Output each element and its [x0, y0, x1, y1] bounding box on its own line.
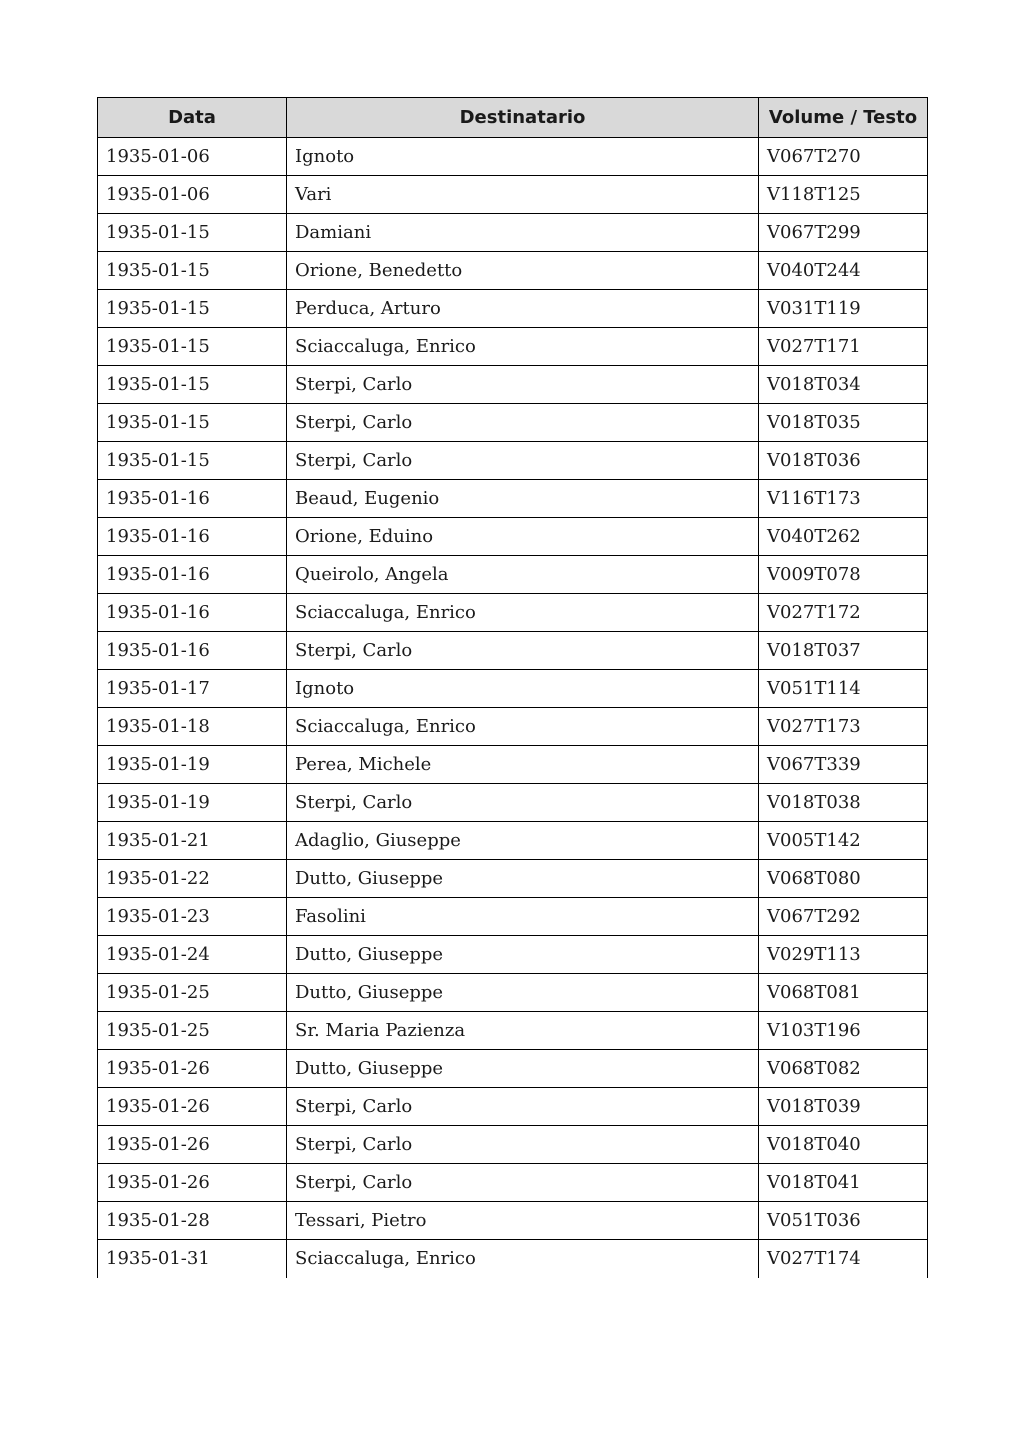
- cell-date: 1935-01-06: [98, 138, 287, 176]
- cell-date: 1935-01-19: [98, 746, 287, 784]
- cell-recipient: Fasolini: [287, 898, 759, 936]
- cell-volume-text: V118T125: [759, 176, 928, 214]
- cell-recipient: Dutto, Giuseppe: [287, 974, 759, 1012]
- table-row: [98, 1050, 928, 1088]
- table-row: [98, 974, 928, 1012]
- cell-volume-text: V027T172: [759, 594, 928, 632]
- table-row: [98, 936, 928, 974]
- cell-date: 1935-01-16: [98, 480, 287, 518]
- cell-recipient: Sterpi, Carlo: [287, 632, 759, 670]
- cell-date: 1935-01-16: [98, 594, 287, 632]
- cell-date: 1935-01-23: [98, 898, 287, 936]
- table-row: [98, 822, 928, 860]
- cell-date: 1935-01-24: [98, 936, 287, 974]
- cell-recipient: Dutto, Giuseppe: [287, 936, 759, 974]
- cell-recipient: Damiani: [287, 214, 759, 252]
- cell-recipient: Tessari, Pietro: [287, 1202, 759, 1240]
- cell-volume-text: V018T036: [759, 442, 928, 480]
- cell-date: 1935-01-15: [98, 366, 287, 404]
- cell-recipient: Vari: [287, 176, 759, 214]
- cell-date: 1935-01-22: [98, 860, 287, 898]
- cell-recipient: Sterpi, Carlo: [287, 1164, 759, 1202]
- cell-date: 1935-01-15: [98, 442, 287, 480]
- cell-volume-text: V027T171: [759, 328, 928, 366]
- cell-volume-text: V018T040: [759, 1126, 928, 1164]
- cell-volume-text: V068T081: [759, 974, 928, 1012]
- cell-volume-text: V116T173: [759, 480, 928, 518]
- cell-volume-text: V067T270: [759, 138, 928, 176]
- cell-recipient: Sterpi, Carlo: [287, 404, 759, 442]
- cell-volume-text: V051T036: [759, 1202, 928, 1240]
- cell-recipient: Dutto, Giuseppe: [287, 1050, 759, 1088]
- table-row: [98, 176, 928, 214]
- table-row: [98, 784, 928, 822]
- cell-volume-text: V067T339: [759, 746, 928, 784]
- cell-volume-text: V005T142: [759, 822, 928, 860]
- table-row: [98, 366, 928, 404]
- cell-date: 1935-01-15: [98, 214, 287, 252]
- table-row: [98, 1088, 928, 1126]
- table-row: [98, 1126, 928, 1164]
- cell-volume-text: V067T299: [759, 214, 928, 252]
- table-row: [98, 480, 928, 518]
- cell-date: 1935-01-18: [98, 708, 287, 746]
- cell-volume-text: V040T244: [759, 252, 928, 290]
- table-row: [98, 708, 928, 746]
- table-row: [98, 518, 928, 556]
- cell-date: 1935-01-19: [98, 784, 287, 822]
- table-row: [98, 632, 928, 670]
- cell-date: 1935-01-15: [98, 404, 287, 442]
- cell-date: 1935-01-16: [98, 556, 287, 594]
- header-row: [98, 98, 928, 138]
- cell-volume-text: V018T037: [759, 632, 928, 670]
- cell-volume-text: V031T119: [759, 290, 928, 328]
- table-row: [98, 898, 928, 936]
- table-row: [98, 252, 928, 290]
- table-row: [98, 1012, 928, 1050]
- cell-recipient: Adaglio, Giuseppe: [287, 822, 759, 860]
- cell-date: 1935-01-25: [98, 974, 287, 1012]
- cell-recipient: Sciaccaluga, Enrico: [287, 708, 759, 746]
- header-data: Data: [98, 98, 287, 138]
- cell-date: 1935-01-28: [98, 1202, 287, 1240]
- cell-recipient: Sciaccaluga, Enrico: [287, 328, 759, 366]
- cell-date: 1935-01-26: [98, 1164, 287, 1202]
- cell-date: 1935-01-06: [98, 176, 287, 214]
- letters-table: [97, 97, 928, 1278]
- cell-recipient: Dutto, Giuseppe: [287, 860, 759, 898]
- cell-volume-text: V103T196: [759, 1012, 928, 1050]
- table-row: [98, 1240, 928, 1278]
- table-body: [98, 138, 928, 1278]
- cell-recipient: Queirolo, Angela: [287, 556, 759, 594]
- cell-volume-text: V018T034: [759, 366, 928, 404]
- cell-date: 1935-01-16: [98, 518, 287, 556]
- cell-date: 1935-01-26: [98, 1088, 287, 1126]
- cell-volume-text: V027T174: [759, 1240, 928, 1278]
- cell-volume-text: V018T041: [759, 1164, 928, 1202]
- cell-volume-text: V040T262: [759, 518, 928, 556]
- cell-volume-text: V051T114: [759, 670, 928, 708]
- cell-recipient: Orione, Eduino: [287, 518, 759, 556]
- cell-recipient: Sciaccaluga, Enrico: [287, 1240, 759, 1278]
- cell-recipient: Sciaccaluga, Enrico: [287, 594, 759, 632]
- cell-volume-text: V018T035: [759, 404, 928, 442]
- cell-recipient: Orione, Benedetto: [287, 252, 759, 290]
- cell-recipient: Sr. Maria Pazienza: [287, 1012, 759, 1050]
- table-row: [98, 138, 928, 176]
- header-destinatario: Destinatario: [287, 98, 759, 138]
- cell-volume-text: V027T173: [759, 708, 928, 746]
- cell-recipient: Sterpi, Carlo: [287, 1088, 759, 1126]
- cell-date: 1935-01-16: [98, 632, 287, 670]
- table-row: [98, 594, 928, 632]
- cell-date: 1935-01-31: [98, 1240, 287, 1278]
- cell-date: 1935-01-15: [98, 252, 287, 290]
- cell-volume-text: V068T082: [759, 1050, 928, 1088]
- table-row: [98, 404, 928, 442]
- cell-recipient: Ignoto: [287, 138, 759, 176]
- cell-recipient: Sterpi, Carlo: [287, 366, 759, 404]
- cell-recipient: Perduca, Arturo: [287, 290, 759, 328]
- table-row: [98, 290, 928, 328]
- cell-recipient: Sterpi, Carlo: [287, 442, 759, 480]
- cell-volume-text: V009T078: [759, 556, 928, 594]
- table-row: [98, 670, 928, 708]
- cell-date: 1935-01-21: [98, 822, 287, 860]
- cell-recipient: Beaud, Eugenio: [287, 480, 759, 518]
- table-row: [98, 556, 928, 594]
- cell-volume-text: V067T292: [759, 898, 928, 936]
- table-row: [98, 442, 928, 480]
- cell-recipient: Sterpi, Carlo: [287, 1126, 759, 1164]
- table-row: [98, 1202, 928, 1240]
- table-row: [98, 860, 928, 898]
- cell-volume-text: V018T039: [759, 1088, 928, 1126]
- cell-volume-text: V018T038: [759, 784, 928, 822]
- table-header: [98, 98, 928, 138]
- cell-date: 1935-01-15: [98, 328, 287, 366]
- cell-volume-text: V068T080: [759, 860, 928, 898]
- cell-date: 1935-01-26: [98, 1050, 287, 1088]
- cell-recipient: Sterpi, Carlo: [287, 784, 759, 822]
- cell-date: 1935-01-26: [98, 1126, 287, 1164]
- table-row: [98, 1164, 928, 1202]
- header-volume-testo: Volume / Testo: [759, 98, 928, 138]
- cell-date: 1935-01-15: [98, 290, 287, 328]
- table-row: [98, 746, 928, 784]
- cell-date: 1935-01-25: [98, 1012, 287, 1050]
- cell-volume-text: V029T113: [759, 936, 928, 974]
- table-row: [98, 328, 928, 366]
- cell-recipient: Perea, Michele: [287, 746, 759, 784]
- table-row: [98, 214, 928, 252]
- cell-recipient: Ignoto: [287, 670, 759, 708]
- cell-date: 1935-01-17: [98, 670, 287, 708]
